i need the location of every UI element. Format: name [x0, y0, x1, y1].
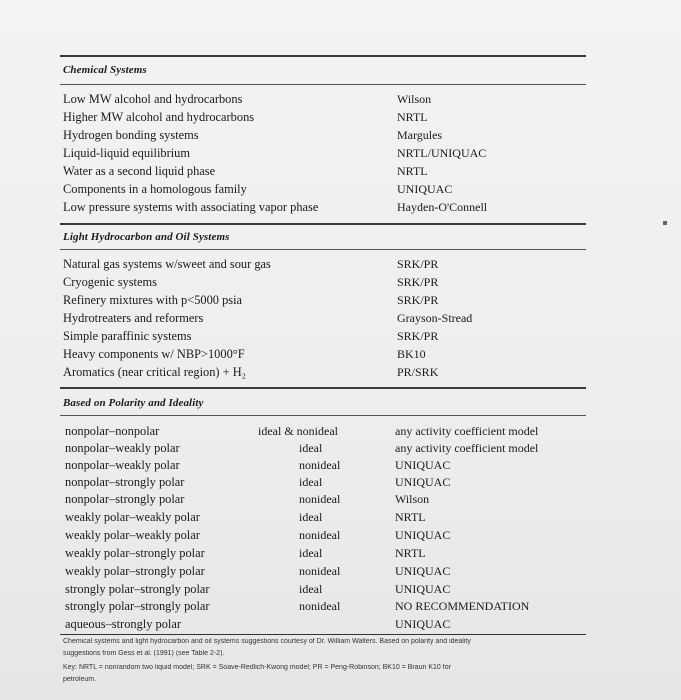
model-cell: NRTL [397, 110, 428, 124]
ideality-cell: ideal [299, 510, 323, 524]
ideality-cell: nonideal [299, 564, 341, 578]
table-row [0, 347, 681, 365]
table-row [0, 510, 681, 528]
model-cell: any activity coefficient model [395, 441, 539, 455]
ideality-cell: ideal [299, 582, 323, 596]
table-row [0, 599, 681, 617]
ideality-cell: nonideal [299, 599, 341, 613]
pair-cell: weakly polar–weakly polar [65, 528, 200, 542]
model-cell: NRTL [395, 510, 426, 524]
ideality-cell: ideal [299, 441, 323, 455]
table-row [0, 564, 681, 582]
table-row [0, 617, 681, 635]
system-cell: Aromatics (near critical region) + H₂ [63, 365, 246, 379]
model-cell: PR/SRK [397, 365, 439, 379]
model-cell: SRK/PR [397, 293, 439, 307]
ideality-cell: nonideal [299, 458, 341, 472]
model-cell: NO RECOMMENDATION [395, 599, 530, 613]
ideality-cell: ideal & nonideal [258, 424, 338, 438]
model-cell: Wilson [397, 92, 432, 106]
section-rule [60, 415, 586, 416]
section-title-light-hydrocarbon: Light Hydrocarbon and Oil Systems [63, 231, 230, 243]
table-row [0, 475, 681, 493]
model-cell: any activity coefficient model [395, 424, 539, 438]
model-cell: SRK/PR [397, 329, 439, 343]
model-cell: NRTL [395, 546, 426, 560]
pair-cell: nonpolar–weakly polar [65, 441, 180, 455]
table-row [0, 441, 681, 459]
system-cell: Hydrotreaters and reformers [63, 311, 204, 325]
model-cell: UNIQUAC [395, 475, 451, 489]
model-cell: NRTL [397, 164, 428, 178]
system-cell: Higher MW alcohol and hydrocarbons [63, 110, 255, 124]
footnote-line: Key: NRTL = nonrandom two liquid model; SRK = Soave-Redlich-Kwong model; PR = Peng-Robinson; BK10 = Braun K10 for [63, 664, 451, 671]
pair-cell: strongly polar–strongly polar [65, 582, 210, 596]
section-rule [60, 84, 586, 85]
top-rule [60, 55, 586, 57]
system-cell: Low pressure systems with associating vapor phase [63, 200, 319, 214]
table-row [0, 546, 681, 564]
footnote-line: petroleum. [63, 676, 97, 683]
system-cell: Heavy components w/ NBP>1000°F [63, 347, 245, 361]
model-cell: Wilson [395, 492, 430, 506]
section-rule [60, 223, 586, 225]
table-row [0, 275, 681, 293]
system-cell: Hydrogen bonding systems [63, 128, 199, 142]
table-row [0, 182, 681, 200]
model-cell: Hayden-O'Connell [397, 200, 488, 214]
section-title-polarity: Based on Polarity and Ideality [63, 397, 204, 409]
table-row [0, 200, 681, 218]
system-cell: Refinery mixtures with p<5000 psia [63, 293, 243, 307]
system-cell: Low MW alcohol and hydrocarbons [63, 92, 243, 106]
model-cell: Margules [397, 128, 443, 142]
system-cell: Water as a second liquid phase [63, 164, 216, 178]
table-row [0, 311, 681, 329]
pair-cell: weakly polar–strongly polar [65, 564, 205, 578]
footnote-line: Chemical systems and light hydrocarbon and oil systems suggestions courtesy of Dr. William Walters. Based on polarity and ideality [63, 638, 471, 645]
ideality-cell: nonideal [299, 492, 341, 506]
table-row [0, 146, 681, 164]
pair-cell: weakly polar–weakly polar [65, 510, 200, 524]
model-cell: UNIQUAC [395, 582, 451, 596]
table-row [0, 110, 681, 128]
pair-cell: weakly polar–strongly polar [65, 546, 205, 560]
section-title-chemical-systems: Chemical Systems [63, 64, 147, 76]
table-row [0, 293, 681, 311]
system-cell: Cryogenic systems [63, 275, 157, 289]
pair-cell: strongly polar–strongly polar [65, 599, 210, 613]
model-cell: BK10 [397, 347, 426, 361]
footnote-line: suggestions from Gess et al. (1991) (see Table 2-2). [63, 650, 225, 657]
table-row [0, 92, 681, 110]
table-row [0, 458, 681, 476]
pair-cell: aqueous–strongly polar [65, 617, 181, 631]
model-cell: UNIQUAC [395, 528, 451, 542]
table-row [0, 257, 681, 275]
system-cell: Liquid-liquid equilibrium [63, 146, 190, 160]
system-cell: Components in a homologous family [63, 182, 247, 196]
table-row [0, 424, 681, 442]
model-cell: UNIQUAC [397, 182, 453, 196]
table-row [0, 582, 681, 600]
table-row [0, 329, 681, 347]
bottom-rule [60, 634, 586, 635]
model-cell: UNIQUAC [395, 458, 451, 472]
section-rule [60, 249, 586, 250]
pair-cell: nonpolar–weakly polar [65, 458, 180, 472]
model-cell: UNIQUAC [395, 564, 451, 578]
model-cell: SRK/PR [397, 257, 439, 271]
model-cell: UNIQUAC [395, 617, 451, 631]
pair-cell: nonpolar–strongly polar [65, 475, 185, 489]
page-mark [663, 221, 667, 225]
table-row [0, 164, 681, 182]
model-cell: NRTL/UNIQUAC [397, 146, 487, 160]
ideality-cell: nonideal [299, 528, 341, 542]
system-cell: Simple paraffinic systems [63, 329, 192, 343]
system-cell: Natural gas systems w/sweet and sour gas [63, 257, 271, 271]
pair-cell: nonpolar–nonpolar [65, 424, 160, 438]
section-rule [60, 387, 586, 389]
ideality-cell: ideal [299, 546, 323, 560]
pair-cell: nonpolar–strongly polar [65, 492, 185, 506]
model-cell: Grayson-Stread [397, 311, 473, 325]
table-row [0, 365, 681, 383]
table-row [0, 128, 681, 146]
table-row [0, 528, 681, 546]
table-row [0, 492, 681, 510]
model-cell: SRK/PR [397, 275, 439, 289]
ideality-cell: ideal [299, 475, 323, 489]
